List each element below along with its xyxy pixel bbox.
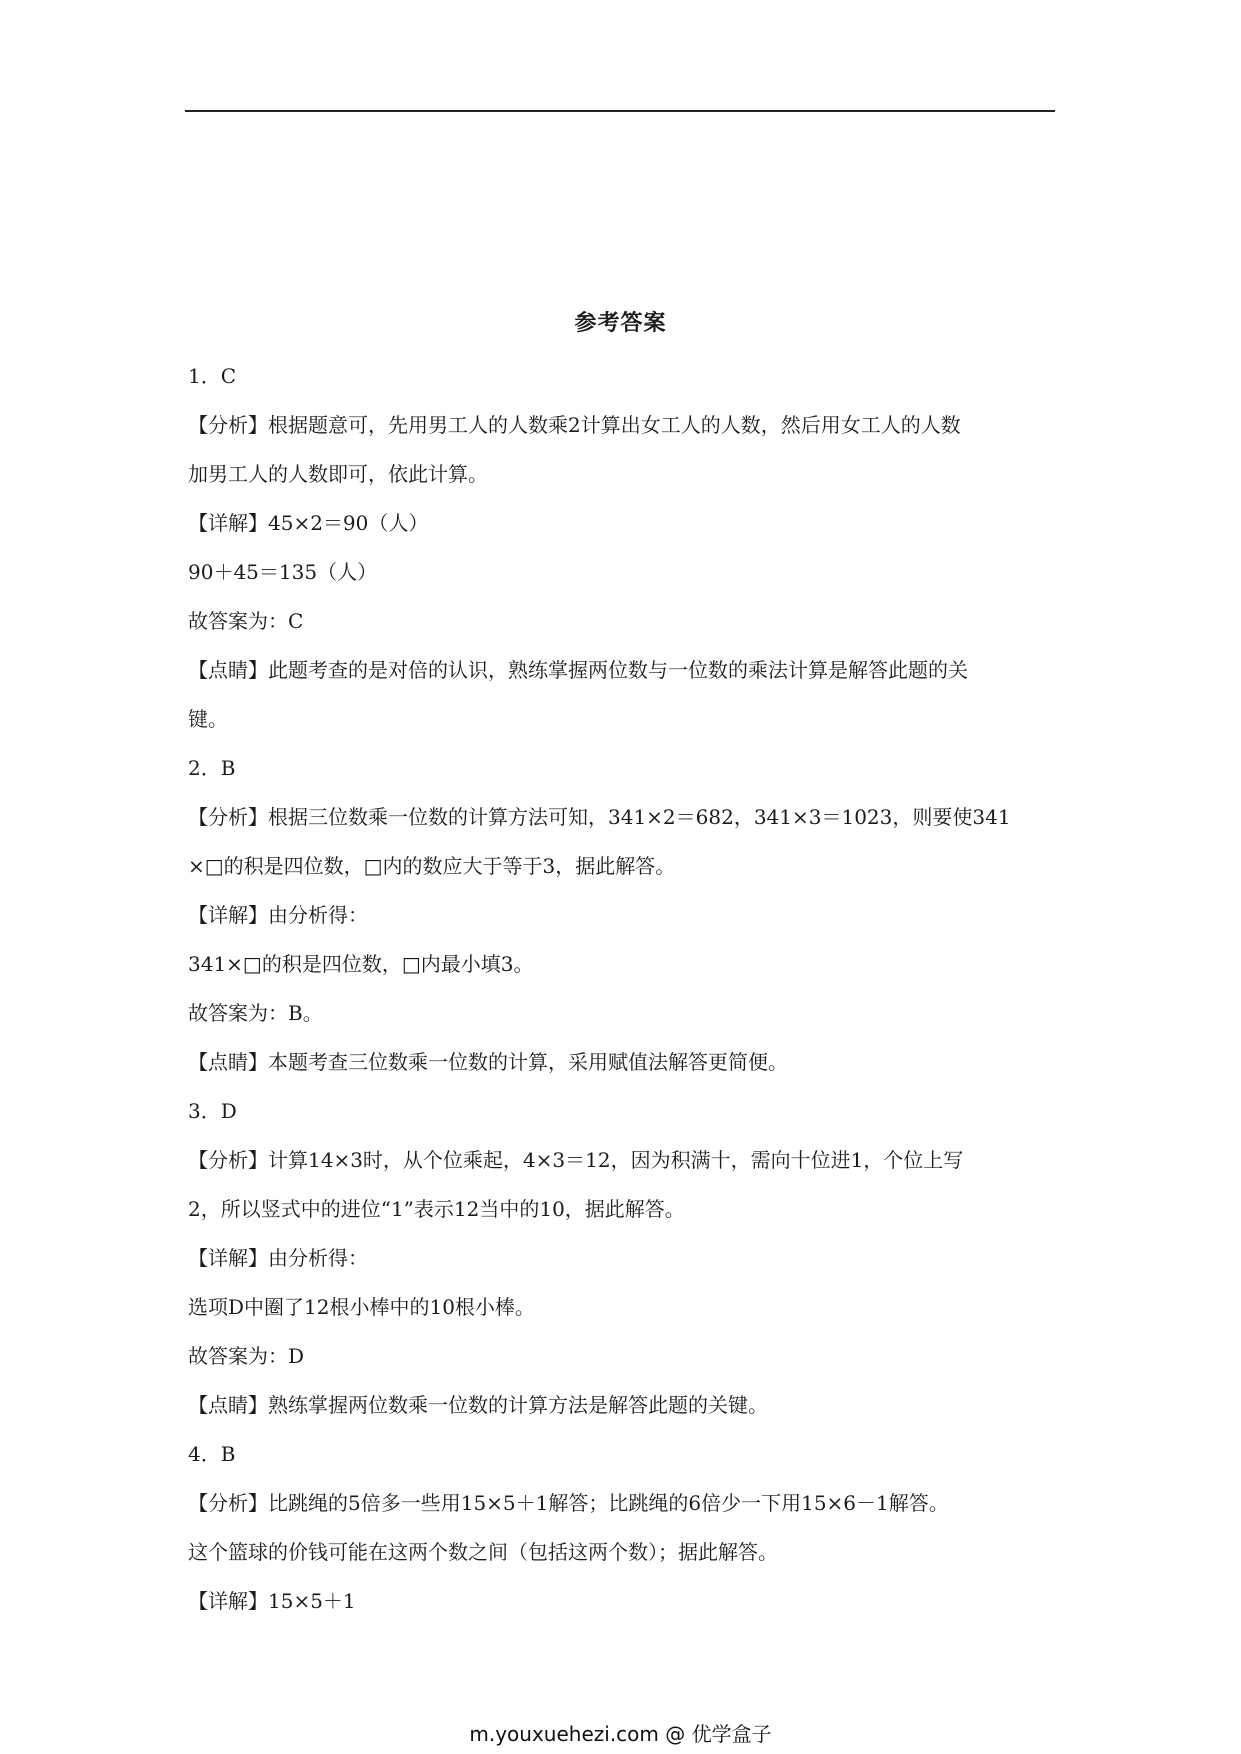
answer-line: 【分析】根据三位数乘一位数的计算方法可知，341×2＝682，341×3＝1023，则要使341: [188, 805, 1011, 829]
footer-watermark: m.youxuehezi.com @ 优学盒子: [469, 1722, 772, 1746]
answer-line: 加男工人的人数即可，依此计算。: [188, 462, 488, 486]
header-rule: [185, 110, 1055, 112]
answer-line: 90＋45＝135（人）: [188, 560, 378, 584]
answer-line: 【详解】45×2＝90（人）: [188, 511, 429, 535]
answer-line: 故答案为：C: [188, 609, 304, 633]
page-title: 参考答案: [574, 310, 667, 336]
answer-line: 【详解】由分析得：: [188, 903, 368, 927]
answer-line: 【分析】根据题意可，先用男工人的人数乘2计算出女工人的人数，然后用女工人的人数: [188, 413, 961, 437]
answer-line: 【点睛】此题考查的是对倍的认识，熟练掌握两位数与一位数的乘法计算是解答此题的关: [188, 658, 968, 682]
answer-line: 【分析】计算14×3时，从个位乘起，4×3＝12，因为积满十，需向十位进1，个位上写: [188, 1148, 964, 1172]
answer-line: 故答案为：D: [188, 1344, 305, 1368]
answer-line: 【分析】比跳绳的5倍多一些用15×5＋1解答；比跳绳的6倍少一下用15×6－1解答。: [188, 1491, 949, 1515]
answer-line: 341×□的积是四位数，□内最小填3。: [188, 952, 534, 976]
answer-line: 4．B: [188, 1442, 236, 1466]
answer-line: 【点睛】本题考查三位数乘一位数的计算，采用赋值法解答更简便。: [188, 1050, 788, 1074]
answer-body: [188, 352, 1058, 1626]
answer-line: 2．B: [188, 756, 236, 780]
answer-line: 【点睛】熟练掌握两位数乘一位数的计算方法是解答此题的关键。: [188, 1393, 768, 1417]
answer-line: ×□的积是四位数，□内的数应大于等于3，据此解答。: [188, 854, 676, 878]
answer-line: 键。: [188, 707, 228, 731]
answer-line: 3．D: [188, 1099, 237, 1123]
answer-line: 2，所以竖式中的进位“1”表示12当中的10，据此解答。: [188, 1197, 685, 1221]
answer-line: 【详解】由分析得：: [188, 1246, 368, 1270]
answer-line: 故答案为：B。: [188, 1001, 323, 1025]
answer-line: 选项D中圈了12根小棒中的10根小棒。: [188, 1295, 535, 1319]
answer-line: 1．C: [188, 364, 237, 388]
answer-line: 这个篮球的价钱可能在这两个数之间（包括这两个数）；据此解答。: [188, 1540, 778, 1564]
answer-line: 【详解】15×5＋1: [188, 1589, 356, 1613]
